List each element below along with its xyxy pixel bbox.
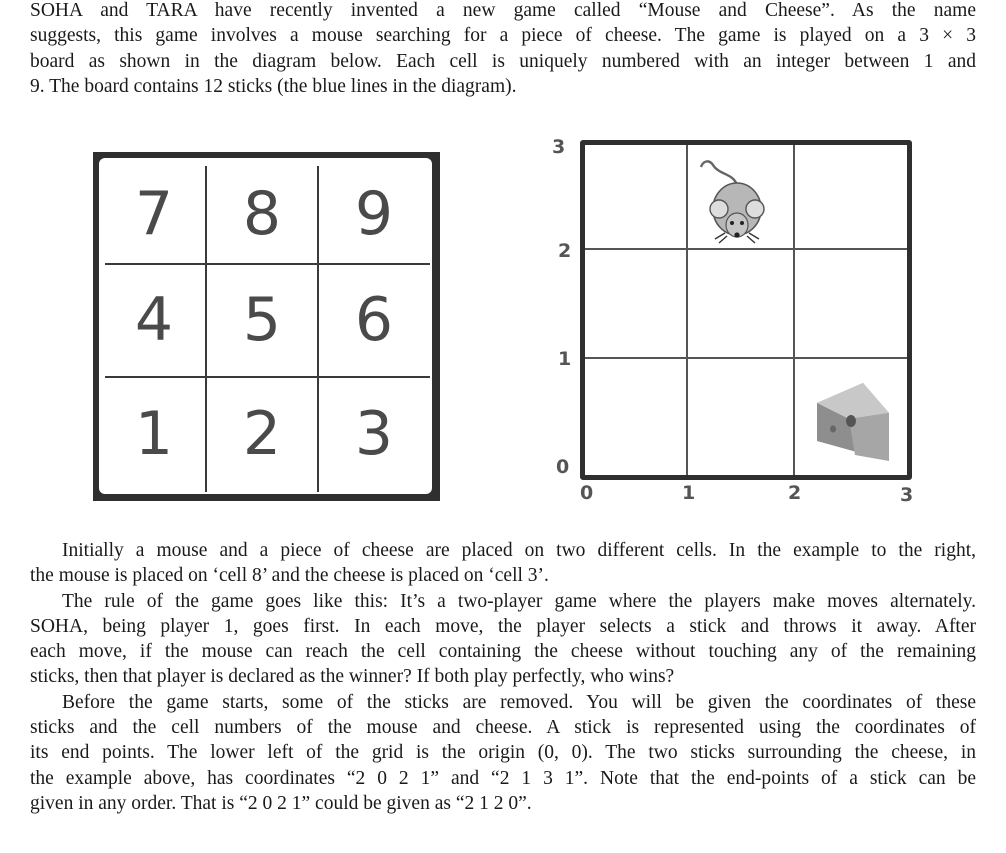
cell-number: 3: [354, 399, 394, 469]
cell-number: 8: [242, 179, 282, 249]
cell-number: 1: [134, 399, 174, 469]
mouse-icon: [689, 151, 785, 247]
cell-number: 5: [242, 285, 282, 355]
grid-line-horizontal: [105, 263, 430, 265]
intro-line-3: board as shown in the diagram below. Each cell is uniquely numbered with an integer between 1 and: [30, 50, 976, 72]
y-axis-label: 1: [558, 348, 572, 370]
numbered-board: [93, 152, 440, 501]
text-line: each move, if the mouse can reach the cell containing the cheese without touching any of the remaining: [30, 641, 976, 663]
text-line: Initially a mouse and a piece of cheese are placed on two different cells. In the example to the right,: [62, 540, 976, 561]
coordinate-board-grid: [580, 140, 912, 480]
paragraph-stick-coordinates: [30, 690, 976, 816]
paragraph-initial-placement: [30, 538, 976, 589]
x-axis-label: 2: [788, 482, 802, 504]
intro-line-2: suggests, this game involves a mouse searching for a piece of cheese. The game is played on a 3 × 3: [30, 25, 976, 47]
grid-line-horizontal: [585, 357, 907, 359]
text-line: sticks and the cell numbers of the mouse and cheese. A stick is represented using the coordinates of: [30, 717, 976, 739]
cheese-icon: [811, 377, 895, 465]
y-axis-label: 2: [558, 240, 572, 262]
cell-number: 2: [242, 399, 282, 469]
grid-line-vertical: [793, 145, 795, 475]
paragraph-game-rules: [30, 589, 976, 690]
text-line: the example above, has coordinates “2 0 2 1” and “2 1 3 1”. Note that the end-points of a stick can be: [30, 767, 976, 789]
y-axis-label: 3: [552, 136, 566, 158]
text-line: The rule of the game goes like this: It’s a two-player game where the players make moves alternately.: [62, 590, 976, 612]
y-axis-label: 0: [556, 456, 570, 478]
rules-section: [30, 538, 976, 816]
cell-number: 6: [354, 285, 394, 355]
text-line: given in any order. That is “2 0 2 1” could be given as “2 1 2 0”.: [30, 792, 532, 814]
cell-number: 9: [354, 179, 394, 249]
grid-line-horizontal: [105, 376, 430, 378]
cell-number: 7: [134, 179, 174, 249]
text-line: SOHA, being player 1, goes first. In each move, the player selects a stick and throws it away. After: [30, 615, 976, 637]
text-line: its end points. The lower left of the grid is the origin (0, 0). The two sticks surrounding the cheese, in: [30, 742, 976, 764]
x-axis-label: 0: [580, 482, 594, 504]
x-axis-label: 3: [900, 484, 914, 506]
intro-line-1: SOHA and TARA have recently invented a new game called “Mouse and Cheese”. As the name: [30, 0, 976, 21]
grid-line-horizontal: [585, 248, 907, 250]
text-line: the mouse is placed on ‘cell 8’ and the cheese is placed on ‘cell 3’.: [30, 565, 549, 587]
intro-paragraph: [30, 0, 976, 99]
coordinate-board: [548, 130, 928, 520]
x-axis-label: 1: [682, 482, 696, 504]
text-line: sticks, then that player is declared as the winner? If both play perfectly, who wins?: [30, 666, 675, 688]
cell-number: 4: [134, 285, 174, 355]
intro-line-4: 9. The board contains 12 sticks (the blue lines in the diagram).: [30, 75, 517, 97]
text-line: Before the game starts, some of the sticks are removed. You will be given the coordinates of these: [62, 691, 976, 713]
grid-line-vertical: [686, 145, 688, 475]
numbered-board-grid: [99, 158, 432, 494]
